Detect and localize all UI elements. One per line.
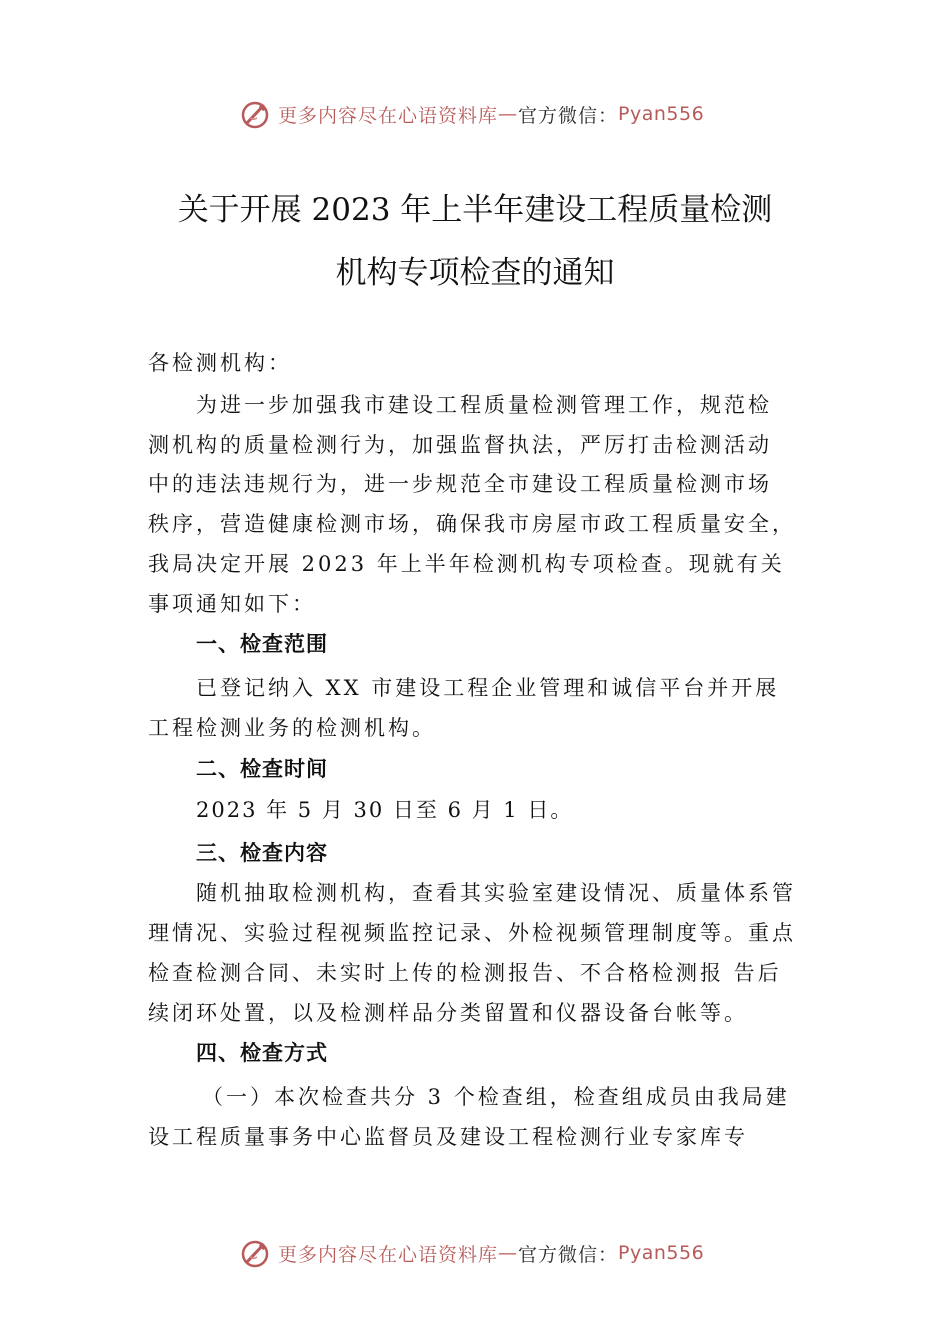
watermark-footer — [238, 1236, 704, 1270]
watermark-wechat-id: Pyan556 — [618, 1242, 705, 1264]
content-line: 检查检测合同、未实时上传的检测报告、不合格检测报 告后 — [148, 961, 782, 985]
watermark-official-label: 官方微信： — [518, 1243, 619, 1266]
document-title-line-1: 关于开展 2023 年上半年建设工程质量检测 — [177, 192, 773, 228]
content-line: 续闭环处置，以及检测样品分类留置和仪器设备台帐等。 — [148, 1001, 748, 1025]
content-line: 随机抽取检测机构，查看其实验室建设情况、质量体系管 — [196, 881, 796, 905]
salutation: 各检测机构： — [148, 351, 292, 375]
scope-line: 工程检测业务的检测机构。 — [148, 716, 436, 740]
document-title-line-2: 机构专项检查的通知 — [335, 255, 615, 291]
content-line: 理情况、实验过程视频监控记录、外检视频管理制度等。重点 — [148, 921, 796, 945]
section-heading-time: 二、检查时间 — [196, 757, 328, 781]
watermark-dash: — — [498, 1242, 519, 1264]
watermark-header — [238, 97, 704, 131]
section-heading-method: 四、检查方式 — [196, 1041, 328, 1065]
section-heading-content: 三、检查内容 — [196, 841, 328, 865]
watermark-official-label: 官方微信： — [518, 104, 619, 127]
watermark-dash: — — [498, 103, 519, 125]
time-line: 2023 年 5 月 30 日至 6 月 1 日。 — [196, 798, 574, 822]
intro-line: 事项通知如下： — [148, 592, 316, 616]
intro-line: 中的违法违规行为，进一步规范全市建设工程质量检测市场 — [148, 472, 772, 496]
intro-line: 秩序，营造健康检测市场，确保我市房屋市政工程质量安全， — [148, 512, 796, 536]
pen-logo-icon — [238, 1236, 272, 1270]
watermark-brand: 更多内容尽在心语资料库 — [278, 104, 499, 127]
method-line: （一）本次检查共分 3 个检查组，检查组成员由我局建 — [202, 1085, 790, 1109]
intro-line: 测机构的质量检测行为，加强监督执法，严厉打击检测活动 — [148, 433, 772, 457]
intro-line: 我局决定开展 2023 年上半年检测机构专项检查。现就有关 — [148, 552, 785, 576]
scope-line: 已登记纳入 XX 市建设工程企业管理和诚信平台并开展 — [196, 676, 780, 700]
intro-line: 为进一步加强我市建设工程质量检测管理工作，规范检 — [196, 393, 772, 417]
section-heading-scope: 一、检查范围 — [196, 632, 328, 656]
watermark-brand: 更多内容尽在心语资料库 — [278, 1243, 499, 1266]
watermark-wechat-id: Pyan556 — [618, 103, 705, 125]
pen-logo-icon — [238, 97, 272, 131]
method-line: 设工程质量事务中心监督员及建设工程检测行业专家库专 — [148, 1125, 748, 1149]
